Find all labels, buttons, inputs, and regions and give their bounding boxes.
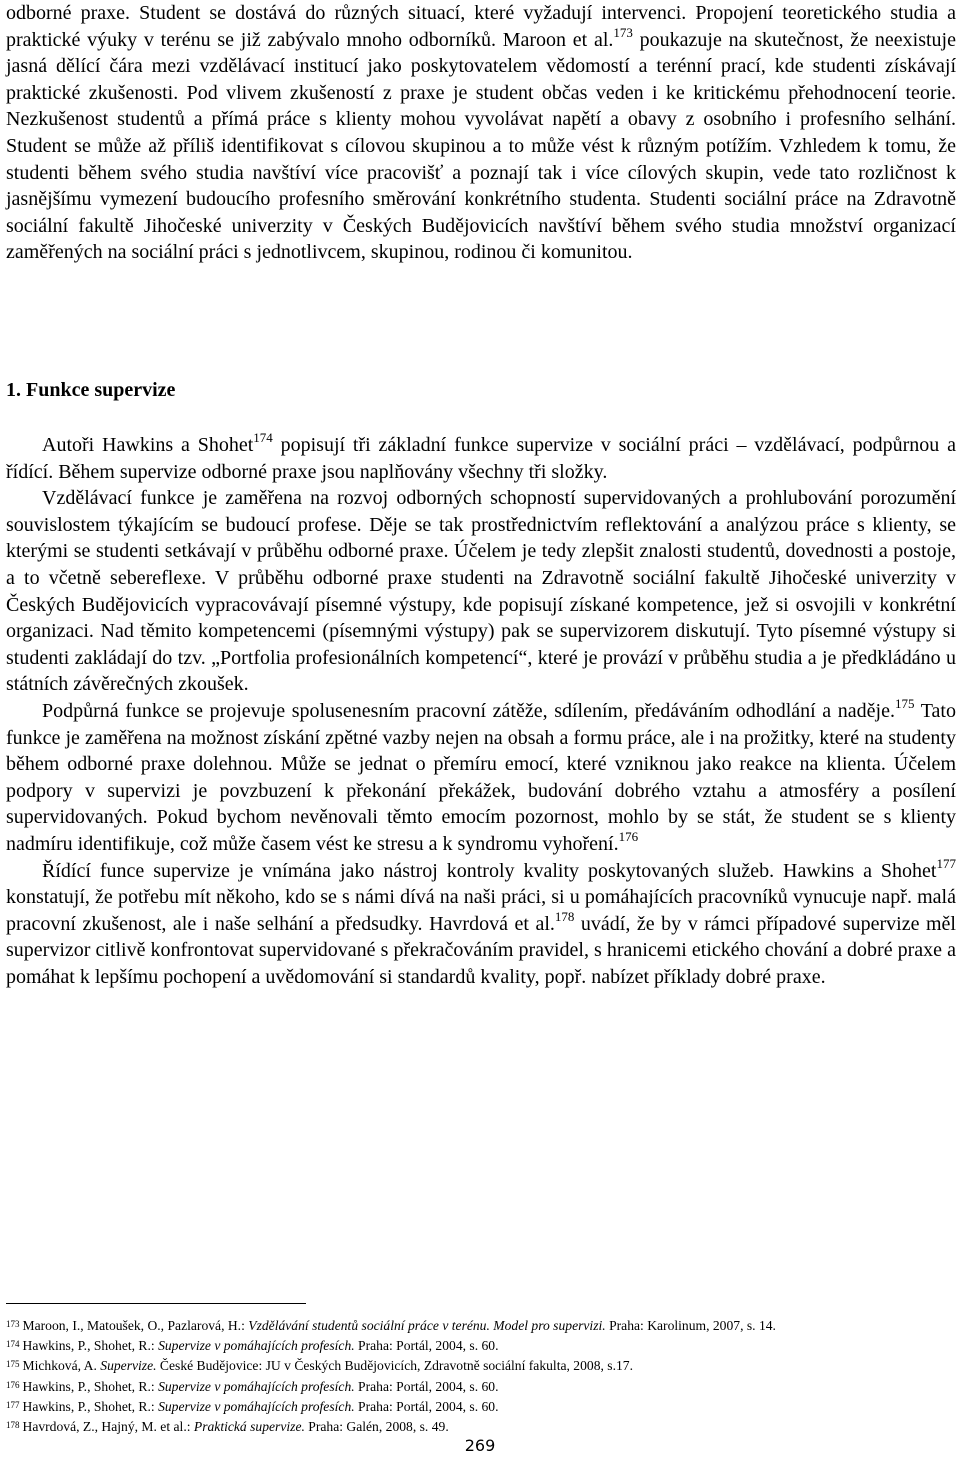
paragraph-functions-overview: [6, 432, 956, 485]
footnote-authors: Hawkins, P., Shohet, R.:: [22, 1378, 159, 1394]
paragraph-text: popisují tři základní funkce supervize v sociální práci – vzdělávací, podpůrnou a řídící. Během supervize odborné praxe jsou naplňovány všechny tři složky.: [6, 434, 956, 483]
section-heading: 1. Funkce supervize: [6, 379, 176, 401]
paragraph-text: konstatují, že potřebu mít někoho, kdo se s námi dívá na naši práci, si u pomáhajících pracovníků vynucuje např. malá pracovní zkušenost, ale i naše selhání a předsudky. Havrdová et al.: [6, 886, 956, 935]
paragraph-text: odborné praxe. Student se dostává do různých situací, které vyžadují intervenci. Propojení teoretického studia a praktické výuky v terénu se již zabývalo mnoho odborníků. Maroon et al.: [6, 2, 956, 51]
paragraph-managerial-function: [6, 855, 956, 991]
footnote-178: [6, 1417, 956, 1437]
footnote-authors: Hawkins, P., Shohet, R.:: [22, 1338, 159, 1354]
footnote-174: [6, 1336, 956, 1356]
paragraph-text: uvádí, že by v rámci případové supervize měl supervizor citlivě konfrontovat supervidované s překračováním pravidel, s hranicemi etického chování a dobré praxe a pomáhat k lepšímu pochopení a uvědomování si standardů kvality, popř. nabízet příklady dobré praxe.: [6, 912, 956, 988]
page-number: 269: [464, 1436, 496, 1455]
footnote-publisher: Praha: Portál, 2004, s. 60.: [354, 1378, 499, 1394]
footnote-number: 178: [6, 1420, 20, 1431]
footnote-number: 177: [6, 1399, 20, 1410]
footnote-publisher: Praha: Portál, 2004, s. 60.: [354, 1398, 499, 1414]
paragraph-supportive-function: [6, 695, 956, 858]
footnote-177: [6, 1397, 956, 1417]
footnote-publisher: Praha: Portál, 2004, s. 60.: [354, 1338, 499, 1354]
footnotes: [6, 1316, 956, 1437]
paragraph-text: Podpůrná funkce se projevuje spolusenesním pracovní zátěže, sdílením, předáváním odhodlání a naděje.: [42, 699, 895, 722]
footnote-publisher: Praha: Galén, 2008, s. 49.: [304, 1419, 449, 1435]
footnote-authors: Maroon, I., Matoušek, O., Pazlarová, H.:: [22, 1318, 249, 1333]
footnote-title: Supervize v pomáhajících profesích.: [158, 1398, 355, 1414]
footnote-title: Supervize.: [100, 1358, 157, 1374]
footnote-ref-175[interactable]: 175: [894, 695, 915, 711]
footnote-publisher: Praha: Karolinum, 2007, s. 14.: [605, 1318, 776, 1333]
footnote-number: 175: [6, 1359, 20, 1370]
paragraph-educational-function: Vzdělávací funkce je zaměřena na rozvoj odborných schopností supervidovaných a prohlubování porozumění souvislostem týkajícím se budoucí profese. Děje se tak prostřednictvím reflektování a analýzou práce s klienty, se kterými se studenti setkávají v průběhu odborné praxe. Účelem je tedy zlepšit znalosti studentů, dovednosti a postoje, a to včetně sebereflexe. V průběhu odborné praxe studenti na Zdravotně sociální fakultě Jihočeské univerzity v Českých Budějovicích vypracovávají písemné výstupy, kde popisují získané kompetence, jež si osvojili v konkrétní organizaci. Nad těmito kompetencemi (písemnými výstupy) pak se supervizorem diskutují. Tyto písemné výstupy si studenti zakládají do tzv. „Portfolia profesionálních kompetencí“, které je provází v průběhu studia a je předkládáno u státních závěrečných zkoušek.: [6, 487, 956, 696]
paragraph-text: Řídící funce supervize je vnímána jako nástroj kontroly kvality poskytovaných služeb. Hawkins a Shohet: [42, 859, 937, 882]
footnote-title: Supervize v pomáhajících profesích.: [158, 1378, 355, 1394]
footnote-173: [6, 1316, 956, 1336]
footnote-ref-176[interactable]: 176: [618, 828, 639, 844]
footnote-175: [6, 1356, 956, 1376]
footnote-number: 173: [6, 1319, 20, 1329]
footnote-title: Supervize v pomáhajících profesích.: [158, 1338, 355, 1354]
footnote-ref-177[interactable]: 177: [936, 855, 956, 871]
footnote-title: Vzdělávání studentů sociální práce v terénu. Model pro supervizi.: [248, 1318, 606, 1333]
footnote-number: 174: [6, 1339, 20, 1350]
footnote-ref-174[interactable]: 174: [253, 430, 273, 445]
footnote-publisher: České Budějovice: JU v Českých Budějovicích, Zdravotně sociální fakulta, 2008, s.17.: [156, 1358, 633, 1374]
footnote-authors: Havrdová, Z., Hajný, M. et al.:: [22, 1419, 194, 1435]
paragraph-text: Tato funkce je zaměřena na možnost získání zpětné vazby nejen na obsah a formu práce, ale i na prožitky, které na studenty během odborné praxe dolehnou. Může se jednat o přemíru emocí, které vzniknou jako reakce na klienta. Účelem podpory v supervizi je povzbuzení k překonání překážek, budování dobrého vztahu a atmosféry a posílení supervidovaných. Pokud bychom nevěnovali těmto emocím pozornost, mohlo by se stát, že student se s klienty nadmíru identifikuje, což může časem vést ke stresu a k syndromu vyhoření.: [6, 699, 956, 855]
footnote-title: Praktická supervize.: [193, 1419, 305, 1435]
footnote-number: 176: [6, 1379, 20, 1390]
footnote-ref-173[interactable]: 173: [613, 24, 633, 40]
paragraph-text: poukazuje na skutečnost, že neexistuje jasná dělící čára mezi vzdělávací institucí jako poskytovatelem vědomostí a terénní prací, kde studenti získávají praktické zkušenosti. Pod vlivem zkušeností z praxe je student občas veden i ke kritickému přehodnocení teorie. Nezkušenost studentů a přímá práce s klienty mohou vyvolávat napětí a obavy z osobního i profesního selhání. Student se může až příliš identifikovat s cílovou skupinou a to může vést k různým potížím. Vzhledem k tomu, že studenti během svého studia navštíví více pracovišť a poznají tak i více cílových skupin, vede tato rozličnost k jasnějšímu vymezení budoucího profesního směrování konkrétního studenta. Studenti sociální práce na Zdravotně sociální fakultě Jihočeské univerzity v Českých Budějovicích navštíví během svého studia množství organizací zaměřených na sociální práci s jednotlivcem, skupinou, rodinou či komunitou.: [6, 28, 956, 264]
footnote-authors: Hawkins, P., Shohet, R.:: [22, 1398, 159, 1414]
footnote-divider: [6, 1303, 306, 1304]
paragraph-intro: [6, 0, 956, 266]
paragraph-text: Autoři Hawkins a Shohet: [42, 434, 254, 456]
section-body: [6, 432, 956, 990]
footnote-176: [6, 1377, 956, 1397]
footnote-authors: Michková, A.: [22, 1358, 101, 1374]
footnote-ref-178[interactable]: 178: [554, 908, 575, 924]
